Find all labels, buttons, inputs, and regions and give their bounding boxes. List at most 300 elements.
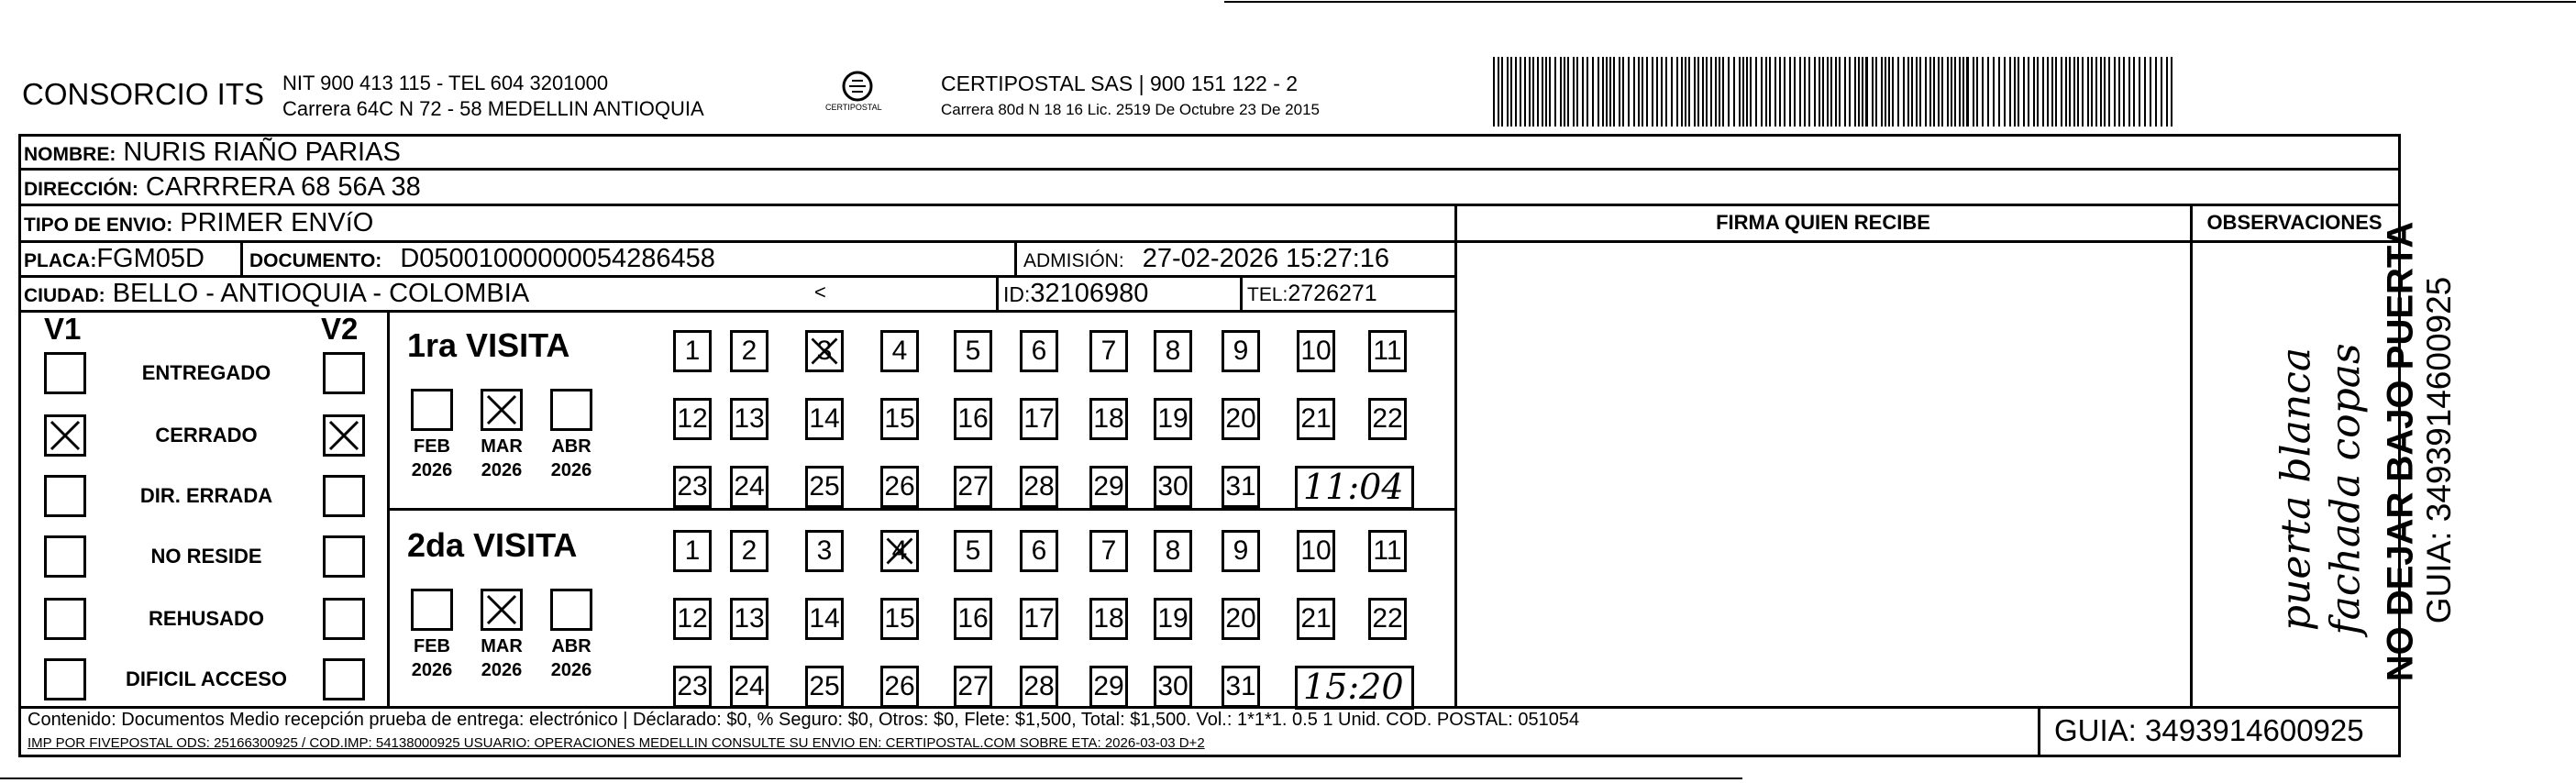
barcode-bar (1839, 57, 1841, 127)
barcode-bar (1733, 57, 1735, 127)
barcode-bar (1987, 57, 1989, 127)
day-cell[interactable]: 20 (1222, 398, 1260, 440)
day-cell[interactable]: 31 (1222, 666, 1260, 708)
barcode-bar (1951, 57, 1952, 127)
barcode-bar (1925, 57, 1927, 127)
v2-checkbox[interactable] (323, 535, 365, 578)
barcode-bar (1774, 57, 1776, 127)
barcode-bar (1761, 57, 1763, 127)
day-cell[interactable]: 27 (954, 666, 992, 708)
ciudad-value: BELLO - ANTIOQUIA - COLOMBIA (112, 279, 530, 308)
barcode-bar (1652, 57, 1653, 127)
day-cell[interactable]: 8 (1154, 330, 1192, 372)
barcode-bar (2144, 57, 2146, 127)
footer-guia: GUIA: 3493914600925 (2054, 713, 2364, 747)
barcode-bar (1694, 57, 1696, 127)
day-cell[interactable]: 10 (1297, 330, 1335, 372)
day-cell[interactable]: 26 (880, 466, 919, 508)
day-cell[interactable]: 29 (1089, 466, 1128, 508)
id-value: 32106980 (1030, 279, 1149, 308)
barcode-bar (1710, 57, 1712, 127)
barcode-bar (1493, 57, 1495, 127)
month-label: ABR (551, 636, 591, 656)
barcode-bar (1916, 57, 1918, 127)
day-cell[interactable]: 2 (730, 530, 768, 572)
stray-mark: < (814, 281, 826, 303)
day-cell[interactable]: 22 (1368, 598, 1407, 640)
barcode-bar (1822, 57, 1824, 127)
admision-label: ADMISIÓN: (1023, 250, 1124, 271)
tel-label: TEL: (1247, 284, 1288, 305)
barcode-bar (2004, 57, 2006, 127)
logo-text: CERTIPOSTAL (825, 103, 882, 112)
day-cell[interactable]: 4 (880, 530, 919, 572)
day-cell[interactable]: 19 (1154, 598, 1192, 640)
barcode-bar (1613, 57, 1615, 127)
id-label: ID: (1003, 282, 1031, 306)
day-cell[interactable]: 13 (730, 398, 768, 440)
barcode-bar (1779, 57, 1781, 127)
time-box[interactable] (1295, 666, 1414, 710)
barcode-bar (2091, 57, 2093, 127)
ciudad-label: CIUDAD: (24, 285, 105, 306)
day-cell[interactable]: 3 (805, 330, 844, 372)
barcode-bar (2077, 57, 2079, 127)
barcode-bar (1976, 57, 1978, 127)
barcode-bar (1656, 57, 1658, 127)
barcode-bar (1697, 57, 1699, 127)
barcode-bar (1808, 57, 1810, 127)
barcode-bar (1799, 57, 1801, 127)
barcode-bar (1549, 57, 1551, 127)
day-cell[interactable]: 26 (880, 666, 919, 708)
month-year: 2026 (411, 660, 453, 680)
v1-checkbox[interactable] (44, 535, 86, 578)
tipo-row (24, 208, 373, 238)
day-cell[interactable]: 5 (954, 530, 992, 572)
barcode-bar (1520, 57, 1521, 127)
barcode-bar (1814, 57, 1816, 127)
barcode-bar (2047, 57, 2049, 127)
barcode-bar (1854, 57, 1856, 127)
observaciones-header: OBSERVACIONES (2206, 211, 2383, 234)
status-label: CERRADO (155, 424, 258, 447)
barcode-bar (1962, 57, 1964, 127)
documento-cell (249, 244, 715, 274)
barcode-bar (2069, 57, 2071, 127)
month-year: 2026 (411, 460, 453, 480)
day-cell[interactable]: 2 (730, 330, 768, 372)
v1-checkbox[interactable] (44, 414, 86, 457)
barcode-bar (1661, 57, 1663, 127)
barcode-bar (2114, 57, 2116, 127)
month-year: 2026 (550, 660, 592, 680)
barcode-bar (1765, 57, 1767, 127)
day-cell[interactable]: 1 (673, 330, 712, 372)
day-cell[interactable]: 7 (1089, 530, 1128, 572)
barcode-bar (1933, 57, 1935, 127)
day-cell[interactable]: 12 (673, 598, 712, 640)
barcode-bar (1947, 57, 1949, 127)
day-cell[interactable]: 27 (954, 466, 992, 508)
barcode-bar (1529, 57, 1531, 127)
day-cell[interactable]: 14 (805, 598, 844, 640)
day-cell[interactable]: 10 (1297, 530, 1335, 572)
barcode-bar (1510, 57, 1512, 127)
footer-imp: IMP POR FIVEPOSTAL ODS: 25166300925 / COD.IMP: 54138000925 USUARIO: OPERACIONES MEDELLIN CONSULTE SU ENVIO EN: CERTIPOSTAL.COM SOBRE ETA: 2026-03-03 D+2 (28, 735, 1205, 751)
certipostal-logo (825, 68, 884, 121)
barcode-bar (1567, 57, 1569, 127)
barcode-bar (2023, 57, 2025, 127)
barcode-bar (1554, 57, 1556, 127)
day-cell[interactable]: 29 (1089, 666, 1128, 708)
barcode-bar (1844, 57, 1846, 127)
v1-checkbox[interactable] (44, 352, 86, 394)
month-checkbox[interactable] (481, 389, 523, 431)
barcode-bar (1728, 57, 1730, 127)
barcode-bar (1646, 57, 1648, 127)
month-label: MAR (481, 436, 523, 457)
day-cell[interactable]: 23 (673, 666, 712, 708)
barcode-bar (1982, 57, 1984, 127)
tipo-label: TIPO DE ENVIO: (24, 215, 173, 236)
barcode-bar (1622, 57, 1624, 127)
status-label: DIR. ERRADA (139, 484, 273, 507)
day-cell[interactable]: 16 (954, 398, 992, 440)
barcode-bar (2037, 57, 2039, 127)
barcode-bar (1706, 57, 1708, 127)
barcode-bar (1498, 57, 1499, 127)
day-cell[interactable]: 25 (805, 666, 844, 708)
barcode-bar (2042, 57, 2044, 127)
day-cell[interactable]: 24 (730, 666, 768, 708)
barcode-bar (1865, 57, 1868, 127)
day-cell[interactable]: 9 (1222, 530, 1260, 572)
v1-checkbox[interactable] (44, 475, 86, 517)
firma-header: FIRMA QUIEN RECIBE (1716, 211, 1930, 234)
barcode-bar (1849, 57, 1851, 127)
day-cell[interactable]: 17 (1020, 398, 1058, 440)
barcode-bar (1587, 57, 1588, 127)
day-cell[interactable]: 1 (673, 530, 712, 572)
company-info-2: Carrera 64C N 72 - 58 MEDELLIN ANTIOQUIA (282, 97, 704, 120)
barcode-bar (1560, 57, 1562, 127)
status-label: DIFICIL ACCESO (125, 667, 287, 690)
month-year: 2026 (550, 460, 592, 480)
barcode-bar (1835, 57, 1837, 127)
tel-cell (1247, 281, 1377, 307)
barcode-bar (1676, 57, 1678, 127)
day-cell[interactable]: 6 (1020, 530, 1058, 572)
barcode-bar (1576, 57, 1578, 127)
obs-handwritten-1: puerta blanca (2272, 347, 2320, 632)
barcode-bar (2095, 57, 2097, 127)
barcode-bar (1903, 57, 1905, 127)
barcode-bar (2155, 57, 2157, 127)
side-guia: GUIA: 3493914600925 (2420, 276, 2458, 624)
barcode-bar (1769, 57, 1771, 127)
barcode-bar (1671, 57, 1673, 127)
barcode-bar (1919, 57, 1921, 127)
barcode-bar (1885, 57, 1886, 127)
barcode-bar (1592, 57, 1594, 127)
barcode-bar (1619, 57, 1620, 127)
barcode-bar (1941, 57, 1943, 127)
barcode-bar (2133, 57, 2135, 127)
barcode-bar (1907, 57, 1909, 127)
observaciones-area (2195, 246, 2392, 704)
barcode-bar (2104, 57, 2106, 127)
barcode-bar (2150, 57, 2151, 127)
month-label: FEB (414, 636, 450, 656)
barcode-bar (1501, 57, 1503, 127)
barcode-bar (1598, 57, 1599, 127)
barcode-bar (2051, 57, 2053, 127)
day-cell[interactable]: 22 (1368, 398, 1407, 440)
v2-header: V2 (321, 312, 359, 346)
barcode-bar (1755, 57, 1757, 127)
day-cell[interactable]: 18 (1089, 398, 1128, 440)
month-label: ABR (551, 436, 591, 457)
day-cell[interactable]: 15 (880, 598, 919, 640)
day-cell[interactable]: 9 (1222, 330, 1260, 372)
barcode-bar (1739, 57, 1741, 127)
barcode-bar (1938, 57, 1940, 127)
barcode-bar (1954, 57, 1956, 127)
day-cell[interactable]: 13 (730, 598, 768, 640)
day-cell[interactable]: 21 (1297, 598, 1335, 640)
day-cell[interactable]: 18 (1089, 598, 1128, 640)
barcode-bar (1959, 57, 1961, 127)
v1-checkbox[interactable] (44, 598, 86, 640)
barcode-bar (1875, 57, 1877, 127)
v2-checkbox[interactable] (323, 352, 365, 394)
barcode-bar (1897, 57, 1899, 127)
barcode-bar (1804, 57, 1806, 127)
documento-label: DOCUMENTO: (249, 250, 382, 271)
barcode-bar (2118, 57, 2120, 127)
barcode-bar (1911, 57, 1913, 127)
obs-handwritten-2: fachada copas (2322, 343, 2370, 635)
barcode-bar (1515, 57, 1517, 127)
barcode-bar (1602, 57, 1604, 127)
barcode-bar (2082, 57, 2084, 127)
barcode-bar (2055, 57, 2057, 127)
day-cell[interactable]: 15 (880, 398, 919, 440)
v2-checkbox[interactable] (323, 598, 365, 640)
barcode-bar (2108, 57, 2110, 127)
v1-checkbox[interactable] (44, 658, 86, 700)
day-cell[interactable]: 5 (954, 330, 992, 372)
day-cell[interactable]: 30 (1154, 666, 1192, 708)
barcode-bar (2014, 57, 2016, 127)
placa-label: PLACA: (24, 250, 97, 271)
barcode-bar (2087, 57, 2089, 127)
barcode-bar (2100, 57, 2102, 127)
id-cell (1003, 279, 1148, 309)
barcode-bar (1532, 57, 1534, 127)
barcode-bar (1784, 57, 1786, 127)
barcode-bar (1542, 57, 1543, 127)
day-cell[interactable]: 17 (1020, 598, 1058, 640)
barcode-bar (1564, 57, 1565, 127)
visit-title: 2da VISITA (407, 526, 578, 564)
barcode-bar (1719, 57, 1720, 127)
barcode-bar (1862, 57, 1863, 127)
day-cell[interactable]: 19 (1154, 398, 1192, 440)
nombre-value: NURIS RIAÑO PARIAS (123, 138, 401, 167)
carrier-info-1: CERTIPOSTAL SAS | 900 151 122 - 2 (941, 72, 1299, 95)
barcode-bar (1537, 57, 1539, 127)
signature-area[interactable] (1460, 244, 2188, 704)
barcode-bar (1819, 57, 1820, 127)
barcode-bar (1606, 57, 1608, 127)
day-cell[interactable]: 4 (880, 330, 919, 372)
barcode-bar (2123, 57, 2125, 127)
v1-header: V1 (44, 312, 82, 346)
v2-checkbox[interactable] (323, 475, 365, 517)
day-cell[interactable]: 14 (805, 398, 844, 440)
barcode-bar (1993, 57, 1995, 127)
barcode-bar (1742, 57, 1744, 127)
month-year: 2026 (481, 460, 523, 480)
barcode-bar (1789, 57, 1791, 127)
day-cell[interactable]: 23 (673, 466, 712, 508)
barcode-bar (2139, 57, 2140, 127)
documento-value: D05001000000054286458 (400, 244, 715, 273)
barcode-bar (1507, 57, 1509, 127)
barcode-bar (1715, 57, 1717, 127)
barcode-bar (1688, 57, 1690, 127)
barcode-bar (1722, 57, 1724, 127)
barcode-bar (1642, 57, 1643, 127)
side-no-dejar: NO DEJAR BAJO PUERTA (2380, 221, 2421, 682)
footer-contenido: Contenido: Documentos Medio recepción prueba de entrega: electrónico | Déclarado: $0, % Seguro: $0, Otros: $0, Flete: $1,500, Total: $1,500. Vol.: 1*1*1. 0.5 1 Unid. COD. POSTAL: 051054 (28, 710, 1580, 730)
barcode-bar (2161, 57, 2162, 127)
top-edge-line (1224, 1, 2576, 3)
barcode-bar (1998, 57, 2000, 127)
direccion-value: CARRRERA 68 56A 38 (145, 172, 421, 202)
status-label: ENTREGADO (141, 361, 271, 384)
month-checkbox[interactable] (481, 589, 523, 631)
month-checkbox[interactable] (550, 589, 592, 631)
barcode-bar (2073, 57, 2075, 127)
admision-value: 27-02-2026 15:27:16 (1142, 244, 1390, 273)
placa-value: FGM05D (96, 244, 205, 273)
tipo-value: PRIMER ENVíO (180, 208, 374, 237)
barcode-bar (1830, 57, 1832, 127)
barcode-bar (1888, 57, 1890, 127)
day-cell[interactable]: 20 (1222, 598, 1260, 640)
barcode (1493, 57, 2173, 127)
barcode-bar (1573, 57, 1575, 127)
month-checkbox[interactable] (411, 389, 453, 431)
barcode-bar (1628, 57, 1630, 127)
month-year: 2026 (481, 660, 523, 680)
tel-value: 2726271 (1288, 281, 1377, 306)
barcode-bar (2166, 57, 2168, 127)
barcode-bar (1545, 57, 1547, 127)
day-cell[interactable]: 30 (1154, 466, 1192, 508)
status-label: NO RESIDE (150, 545, 262, 568)
v2-checkbox[interactable] (323, 658, 365, 700)
month-checkbox[interactable] (411, 589, 453, 631)
time-value: 11:04 (1303, 467, 1404, 507)
direccion-label: DIRECCIÓN: (24, 179, 138, 200)
barcode-bar (2128, 57, 2130, 127)
barcode-bar (2065, 57, 2067, 127)
day-cell[interactable]: 6 (1020, 330, 1058, 372)
barcode-bar (1929, 57, 1931, 127)
day-cell[interactable]: 3 (805, 530, 844, 572)
barcode-bar (1681, 57, 1683, 127)
barcode-bar (1966, 57, 1969, 127)
barcode-bar (1872, 57, 1874, 127)
day-cell[interactable]: 11 (1368, 530, 1407, 572)
barcode-bar (2061, 57, 2062, 127)
visit-title: 1ra VISITA (407, 326, 570, 364)
nombre-row (24, 138, 401, 168)
v2-checkbox[interactable] (323, 414, 365, 457)
day-cell[interactable]: 12 (673, 398, 712, 440)
barcode-bar (1881, 57, 1883, 127)
barcode-bar (1827, 57, 1829, 127)
month-checkbox[interactable] (550, 389, 592, 431)
month-label: FEB (414, 436, 450, 457)
barcode-bar (1685, 57, 1686, 127)
status-label: REHUSADO (149, 607, 264, 630)
day-cell[interactable]: 11 (1368, 330, 1407, 372)
day-cell[interactable]: 24 (730, 466, 768, 508)
ciudad-cell (24, 279, 529, 309)
barcode-bar (2171, 57, 2172, 127)
day-cell[interactable]: 28 (1020, 666, 1058, 708)
barcode-bar (1638, 57, 1640, 127)
day-cell[interactable]: 28 (1020, 466, 1058, 508)
company-name: CONSORCIO ITS (22, 77, 265, 111)
barcode-bar (1746, 57, 1748, 127)
barcode-bar (1582, 57, 1584, 127)
barcode-bar (1794, 57, 1796, 127)
barcode-bar (1858, 57, 1860, 127)
barcode-bar (1665, 57, 1667, 127)
admision-cell (1023, 244, 1389, 274)
day-cell[interactable]: 8 (1154, 530, 1192, 572)
direccion-row (24, 172, 421, 203)
carrier-info-2: Carrera 80d N 18 16 Lic. 2519 De Octubre 23 De 2015 (941, 101, 1320, 118)
company-info-1: NIT 900 413 115 - TEL 604 3201000 (282, 72, 609, 94)
time-box[interactable] (1295, 466, 1414, 510)
day-cell[interactable]: 31 (1222, 466, 1260, 508)
barcode-bar (1524, 57, 1526, 127)
day-cell[interactable]: 16 (954, 598, 992, 640)
day-cell[interactable]: 7 (1089, 330, 1128, 372)
nombre-label: NOMBRE: (24, 144, 116, 165)
barcode-bar (2009, 57, 2011, 127)
month-label: MAR (481, 636, 523, 656)
barcode-bar (1973, 57, 1974, 127)
day-cell[interactable]: 25 (805, 466, 844, 508)
barcode-bar (2033, 57, 2035, 127)
placa-cell (24, 244, 205, 274)
barcode-bar (2018, 57, 2019, 127)
barcode-bar (1702, 57, 1704, 127)
barcode-bar (1750, 57, 1752, 127)
barcode-bar (1609, 57, 1611, 127)
barcode-bar (1633, 57, 1635, 127)
day-cell[interactable]: 21 (1297, 398, 1335, 440)
time-value: 15:20 (1303, 667, 1404, 707)
